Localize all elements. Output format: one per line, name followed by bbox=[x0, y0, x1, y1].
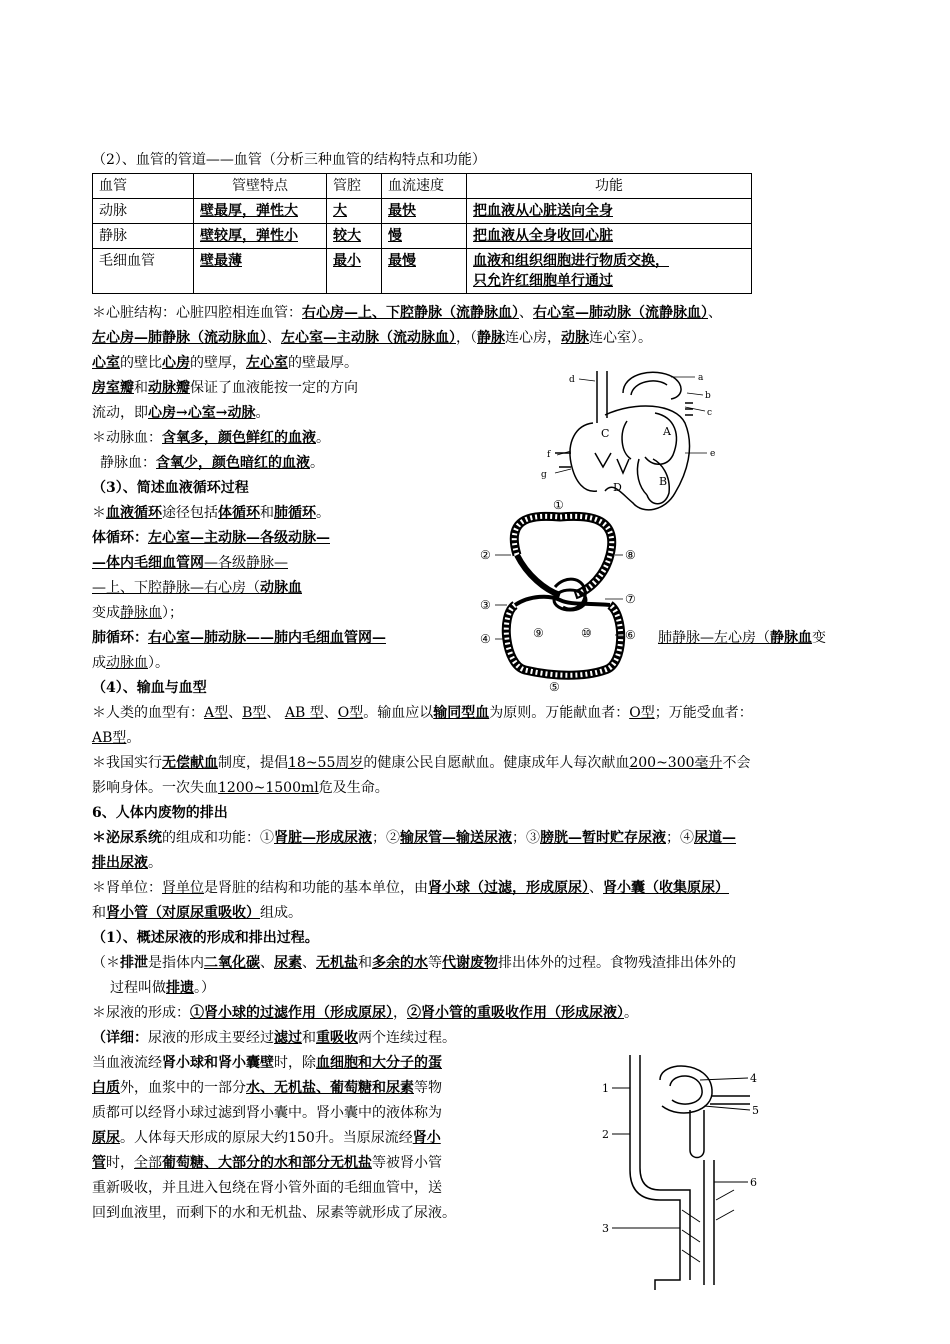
table-cell: 壁较厚，弹性小 bbox=[194, 224, 327, 249]
text: 和 bbox=[302, 1030, 316, 1046]
valves bbox=[595, 453, 629, 473]
nephron-tube-outer bbox=[630, 1055, 680, 1290]
heart-connector bbox=[515, 597, 610, 605]
pulmonary-loop-outer bbox=[514, 516, 611, 595]
pulmonary-line-1a bbox=[92, 628, 386, 648]
text: 输尿管—输送尿液 bbox=[400, 830, 512, 846]
text: O型 bbox=[629, 705, 655, 721]
text: 。 bbox=[316, 505, 330, 521]
nephron-tube-inner bbox=[640, 1055, 690, 1280]
text: 肺循环 bbox=[274, 505, 316, 521]
septum-bottom bbox=[637, 459, 647, 495]
diagram-label: A bbox=[663, 425, 671, 438]
text: ＊泌尿系统 bbox=[92, 830, 162, 846]
text: 肾脏—形成尿液 bbox=[274, 830, 372, 846]
text: 左心房—肺静脉（流动脉血） bbox=[92, 330, 267, 346]
section6-title: 6、人体内废物的排出 bbox=[92, 805, 228, 821]
detail-line-8: 回到血液里，而剩下的水和无机盐、尿素等就形成了尿液。 bbox=[92, 1205, 456, 1221]
diagram-label: a bbox=[698, 373, 704, 383]
text: B型 bbox=[242, 705, 267, 721]
heart-line-7 bbox=[100, 453, 324, 473]
text: 流动，即 bbox=[92, 405, 148, 421]
text: 、 bbox=[267, 330, 281, 346]
text: 左心室 bbox=[246, 355, 288, 371]
text: 保证了血液能按一定的方向 bbox=[190, 380, 358, 396]
text: 时，除 bbox=[274, 1055, 316, 1071]
text: 。） bbox=[194, 980, 215, 996]
circulation-diagram bbox=[475, 495, 655, 695]
text: 18~55周岁 bbox=[288, 755, 364, 771]
section6-1-title: （1）、概述尿液的形成和排出过程。 bbox=[92, 930, 319, 946]
text: 。 bbox=[316, 430, 330, 446]
text: 是指体内 bbox=[148, 955, 204, 971]
text: 。 bbox=[148, 855, 162, 871]
text: 、 bbox=[708, 305, 722, 321]
text: 。人体每天形成的原尿大约150升。当原尿流经 bbox=[120, 1130, 413, 1146]
heart-line-1 bbox=[92, 303, 722, 323]
septum-top bbox=[622, 421, 631, 459]
text: 多余的水 bbox=[372, 955, 428, 971]
systemic-line-1 bbox=[92, 528, 330, 548]
nephron-line-1 bbox=[92, 878, 729, 898]
diagram-label: b bbox=[705, 391, 711, 401]
bloodtype-line-2 bbox=[92, 728, 140, 748]
text: 肾小管（对原尿重吸收） bbox=[106, 905, 260, 921]
text: 右心室—肺动脉（流静脉血） bbox=[533, 305, 708, 321]
text: 、 bbox=[589, 880, 603, 896]
efferent-vessel bbox=[710, 1096, 750, 1104]
text: 尿素 bbox=[274, 955, 302, 971]
diagram-label: 1 bbox=[602, 1082, 609, 1095]
reabsorb-arrow bbox=[682, 1210, 700, 1222]
text: 尿液的形成主要经过 bbox=[148, 1030, 274, 1046]
heart-line-6 bbox=[92, 428, 330, 448]
detail-line-5 bbox=[92, 1128, 441, 1148]
blood-vessel-table bbox=[92, 173, 752, 294]
table-cell: 壁最厚，弹性大 bbox=[194, 199, 327, 224]
text: 。输血应以 bbox=[363, 705, 434, 721]
loop-tubule bbox=[690, 1110, 704, 1158]
systemic-line-2 bbox=[92, 553, 288, 573]
text: ＊我国实行 bbox=[92, 755, 162, 771]
detail-line-4: 质都可以经肾小球过滤到肾小囊中。肾小囊中的液体称为 bbox=[92, 1105, 442, 1121]
pulmonary-veins bbox=[685, 403, 693, 415]
heart-line-3 bbox=[92, 353, 358, 373]
section2-title: （2）、血管的管道——血管（分析三种血管的结构特点和功能） bbox=[92, 152, 486, 168]
text: 、 bbox=[302, 955, 316, 971]
table-cell: 动脉 bbox=[93, 199, 194, 224]
text: ＊人类的血型有： bbox=[92, 705, 204, 721]
table-cell: 毛细血管 bbox=[93, 249, 194, 294]
text: 代谢废物 bbox=[442, 955, 498, 971]
text: ＊心脏结构：心脏四腔相连血管： bbox=[92, 305, 302, 321]
text: ）。 bbox=[148, 655, 169, 671]
text: （＊ bbox=[92, 955, 120, 971]
text: ）； bbox=[162, 605, 183, 621]
diagram-label: ② bbox=[480, 548, 491, 562]
diagram-label: ⑥ bbox=[625, 628, 636, 642]
text: O型 bbox=[337, 705, 364, 721]
text: 过程叫做 bbox=[110, 980, 166, 996]
text: ＊动脉血： bbox=[92, 430, 162, 446]
diagram-label: ① bbox=[553, 498, 564, 512]
text: 二氧化碳 bbox=[204, 955, 260, 971]
text: 血细胞和大分子的蛋 bbox=[316, 1055, 442, 1071]
glomerulus bbox=[670, 1076, 702, 1104]
diagram-label: 6 bbox=[750, 1176, 757, 1189]
text: 动脉瓣 bbox=[148, 380, 190, 396]
reabsorb-arrow bbox=[716, 1190, 734, 1200]
table-row bbox=[93, 224, 752, 249]
text: 全部 bbox=[134, 1155, 162, 1171]
diagram-label: ⑧ bbox=[625, 548, 636, 562]
text: 、 bbox=[266, 705, 285, 721]
text: 肺循环： bbox=[92, 630, 148, 646]
text: 等物 bbox=[414, 1080, 442, 1096]
table-cell: 慢 bbox=[382, 224, 467, 249]
right-atrium bbox=[570, 423, 597, 491]
leader-line bbox=[704, 1106, 750, 1110]
text: 变 bbox=[812, 630, 826, 646]
pulmonary-line-1b bbox=[658, 628, 826, 648]
table-header: 管壁特点 bbox=[194, 174, 327, 199]
text: 肾小 bbox=[412, 1130, 441, 1146]
heart-line-5 bbox=[92, 403, 269, 423]
text: 200~300毫升 bbox=[629, 755, 723, 771]
text: 外，血浆中的一部分 bbox=[120, 1080, 246, 1096]
diagram-label: g bbox=[541, 470, 547, 480]
diagram-label: ⑨ bbox=[533, 626, 544, 640]
table-cell-line: 血液和组织细胞进行物质交换， bbox=[473, 253, 669, 269]
text: 肾小囊（收集原尿） bbox=[603, 880, 729, 896]
text: 制度，提倡 bbox=[218, 755, 288, 771]
diagram-label: 5 bbox=[752, 1104, 759, 1117]
detail-line-7: 重新吸收，并且进入包绕在肾小管外面的毛细血管中，送 bbox=[92, 1180, 442, 1196]
text: 无机盐 bbox=[316, 955, 358, 971]
section4-title: （4）、输血与血型 bbox=[92, 680, 207, 696]
text: 的组成和功能：① bbox=[162, 830, 274, 846]
text: 。 bbox=[624, 1005, 638, 1021]
text: 不会 bbox=[722, 755, 751, 771]
table-header-row bbox=[93, 174, 752, 199]
table-cell: 把血液从心脏送向全身 bbox=[467, 199, 752, 224]
diagram-label: B bbox=[659, 475, 668, 488]
donation-line-1 bbox=[92, 753, 751, 773]
text: 含氧多，颜色鲜红的血液 bbox=[162, 430, 316, 446]
text: 静脉 bbox=[477, 330, 505, 346]
table-cell: 最慢 bbox=[382, 249, 467, 294]
diagram-label: ⑩ bbox=[581, 626, 592, 640]
text: 的壁厚， bbox=[190, 355, 246, 371]
text: 危及生命。 bbox=[318, 780, 389, 796]
heart-line-2 bbox=[92, 328, 652, 348]
excretion-line-1 bbox=[92, 953, 736, 973]
text: 成 bbox=[92, 655, 106, 671]
text: —上、下腔静脉—右心房（ bbox=[92, 580, 260, 596]
text: 排出尿液 bbox=[92, 855, 148, 871]
text: 两个连续过程。 bbox=[358, 1030, 456, 1046]
text: 血液循环 bbox=[106, 505, 162, 521]
text: 等 bbox=[428, 955, 442, 971]
text: 静脉血： bbox=[100, 455, 156, 471]
text: 。 bbox=[310, 455, 324, 471]
text: 膀胱—暂时贮存尿液 bbox=[540, 830, 666, 846]
table-row bbox=[93, 249, 752, 294]
diagram-label: f bbox=[547, 450, 551, 460]
text: 连心房， bbox=[505, 330, 561, 346]
text: 、 bbox=[260, 955, 274, 971]
text: 输同型血 bbox=[433, 705, 490, 721]
table-row bbox=[93, 199, 752, 224]
systemic-line-4 bbox=[92, 603, 183, 623]
text: 组成。 bbox=[260, 905, 302, 921]
text: 水、无机盐、葡萄糖和尿素 bbox=[246, 1080, 414, 1096]
text: 当血液流经 bbox=[92, 1055, 162, 1071]
systemic-loop-outer bbox=[506, 605, 620, 675]
diagram-label: ③ bbox=[480, 598, 491, 612]
text: 动脉 bbox=[561, 330, 589, 346]
text: 和 bbox=[134, 380, 148, 396]
table-cell: 把血液从全身收回心脏 bbox=[467, 224, 752, 249]
leader-line bbox=[579, 379, 595, 381]
text: ；④ bbox=[666, 830, 694, 846]
text: 白质 bbox=[92, 1080, 120, 1096]
text: 排遗 bbox=[166, 980, 194, 996]
text: —各级静脉— bbox=[204, 555, 288, 571]
text: 影响身体。一次失血 bbox=[92, 780, 218, 796]
text: 排出体外的过程。食物残渣排出体外的 bbox=[498, 955, 736, 971]
diagram-label: c bbox=[707, 408, 713, 418]
aorta-inner bbox=[631, 381, 667, 395]
nephron-line-2 bbox=[92, 903, 302, 923]
table-cell: 较大 bbox=[327, 224, 382, 249]
text: 心室 bbox=[92, 355, 120, 371]
text: 动脉血 bbox=[260, 580, 302, 596]
table-cell: 静脉 bbox=[93, 224, 194, 249]
text: ；② bbox=[372, 830, 400, 846]
text: 。 bbox=[255, 405, 270, 421]
donation-line-2 bbox=[92, 778, 389, 798]
text: ＊ bbox=[92, 505, 106, 521]
text: （详细： bbox=[92, 1030, 148, 1046]
table-cell: 最快 bbox=[382, 199, 467, 224]
text: 无偿献血 bbox=[162, 755, 218, 771]
text: 时， bbox=[106, 1155, 134, 1171]
text: ＊肾单位： bbox=[92, 880, 162, 896]
text: 和 bbox=[358, 955, 372, 971]
text: 肺静脉—左心房（ bbox=[658, 630, 770, 646]
table-header: 血管 bbox=[93, 174, 194, 199]
text: ＊尿液的形成： bbox=[92, 1005, 190, 1021]
text: 、 bbox=[323, 705, 338, 721]
nephron-diagram bbox=[600, 1050, 780, 1295]
table-header: 功能 bbox=[467, 174, 752, 199]
text: 心房 bbox=[162, 355, 190, 371]
text: 。 bbox=[126, 730, 141, 746]
leader-line bbox=[555, 469, 571, 473]
table-cell bbox=[467, 249, 752, 294]
detail-line-2 bbox=[92, 1053, 442, 1073]
text: 体循环 bbox=[218, 505, 260, 521]
text: 重吸收 bbox=[316, 1030, 358, 1046]
text: A型 bbox=[204, 705, 229, 721]
table-cell: 最小 bbox=[327, 249, 382, 294]
text: 和 bbox=[92, 905, 106, 921]
text: 肾小球（过滤，形成原尿） bbox=[428, 880, 589, 896]
text: 葡萄糖、大部分的水和部分无机盐 bbox=[162, 1155, 372, 1171]
text: ②肾小管的重吸收作用（形成尿液） bbox=[407, 1005, 624, 1021]
diagram-label: d bbox=[569, 375, 575, 385]
text: ， bbox=[393, 1005, 407, 1021]
text: 房室瓣 bbox=[92, 380, 134, 396]
text: 肾小球和肾小囊壁 bbox=[162, 1055, 274, 1071]
table-cell-line: 只允许红细胞单行通过 bbox=[473, 273, 613, 289]
text: ，（ bbox=[456, 330, 477, 346]
text: 动脉血 bbox=[106, 655, 148, 671]
text: 体循环： bbox=[92, 530, 148, 546]
text: 的健康公民自愿献血。健康成年人每次献血 bbox=[363, 755, 630, 771]
text: 为原则。万能献血者： bbox=[489, 705, 630, 721]
text: ；③ bbox=[512, 830, 540, 846]
collecting-duct bbox=[704, 1160, 714, 1285]
text: —体内毛细血管网 bbox=[92, 555, 204, 571]
text: 排泄 bbox=[120, 955, 148, 971]
text: 管 bbox=[92, 1155, 106, 1171]
text: 、 bbox=[228, 705, 243, 721]
text: 滤过 bbox=[274, 1030, 302, 1046]
reabsorb-arrow bbox=[716, 1210, 734, 1220]
text: 等被肾小管 bbox=[372, 1155, 442, 1171]
diagram-label: e bbox=[710, 449, 716, 459]
circulation-line-1 bbox=[92, 503, 330, 523]
diagram-label: 4 bbox=[750, 1072, 757, 1085]
heart-line-4 bbox=[92, 378, 358, 398]
text: 的壁最厚。 bbox=[288, 355, 358, 371]
urine-formation-line bbox=[92, 1003, 638, 1023]
diagram-label: D bbox=[613, 481, 622, 494]
text: 、 bbox=[519, 305, 533, 321]
detail-line-1 bbox=[92, 1028, 456, 1048]
text: 心房→心室→动脉 bbox=[148, 405, 256, 421]
reabsorb-arrow bbox=[682, 1230, 700, 1242]
pulmonary-line-2 bbox=[92, 653, 169, 673]
section3-title: （3）、简述血液循环过程 bbox=[92, 480, 249, 496]
text: 是肾脏的结构和功能的基本单位，由 bbox=[204, 880, 428, 896]
diagram-label: C bbox=[601, 427, 610, 440]
urinary-line-2 bbox=[92, 853, 162, 873]
text: 右心室—肺动脉——肺内毛细血管网— bbox=[148, 630, 386, 646]
leader-line bbox=[687, 393, 703, 395]
left-atrium bbox=[645, 413, 676, 464]
text: 静脉血 bbox=[770, 630, 812, 646]
text: 1200~1500ml bbox=[218, 780, 319, 796]
diagram-label: ⑤ bbox=[549, 680, 560, 694]
text: 原尿 bbox=[92, 1130, 120, 1146]
table-header: 血流速度 bbox=[382, 174, 467, 199]
text: 和 bbox=[260, 505, 274, 521]
text: 左心室—主动脉（流动脉血） bbox=[281, 330, 456, 346]
text: AB型 bbox=[92, 730, 127, 746]
text: 肾单位 bbox=[162, 880, 204, 896]
urinary-line-1 bbox=[92, 828, 736, 848]
diagram-label: 2 bbox=[602, 1128, 609, 1141]
text: ；万能受血者： bbox=[654, 705, 753, 721]
text: 的壁比 bbox=[120, 355, 162, 371]
text: 含氧少，颜色暗红的血液 bbox=[156, 455, 310, 471]
text: 途径包括 bbox=[162, 505, 218, 521]
excretion-line-2 bbox=[110, 978, 215, 998]
text: AB 型 bbox=[284, 705, 324, 721]
text: 静脉血 bbox=[120, 605, 162, 621]
text: 变成 bbox=[92, 605, 120, 621]
diagram-label: ⑦ bbox=[625, 592, 636, 606]
reabsorb-arrow bbox=[682, 1250, 700, 1262]
table-cell: 大 bbox=[327, 199, 382, 224]
pulmonary-artery bbox=[517, 555, 560, 595]
detail-line-6 bbox=[92, 1153, 442, 1173]
diagram-label: 3 bbox=[602, 1222, 609, 1235]
text: 尿道— bbox=[694, 830, 736, 846]
detail-line-3 bbox=[92, 1078, 442, 1098]
bloodtype-line-1 bbox=[92, 703, 753, 723]
table-header: 管腔 bbox=[327, 174, 382, 199]
text: 连心室）。 bbox=[589, 330, 652, 346]
systemic-line-3 bbox=[92, 578, 302, 598]
table-cell: 壁最薄 bbox=[194, 249, 327, 294]
text: 右心房—上、下腔静脉（流静脉血） bbox=[302, 305, 519, 321]
text: 左心室—主动脉—各级动脉— bbox=[148, 530, 330, 546]
diagram-label: ④ bbox=[480, 632, 491, 646]
text: ①肾小球的过滤作用（形成原尿） bbox=[190, 1005, 393, 1021]
